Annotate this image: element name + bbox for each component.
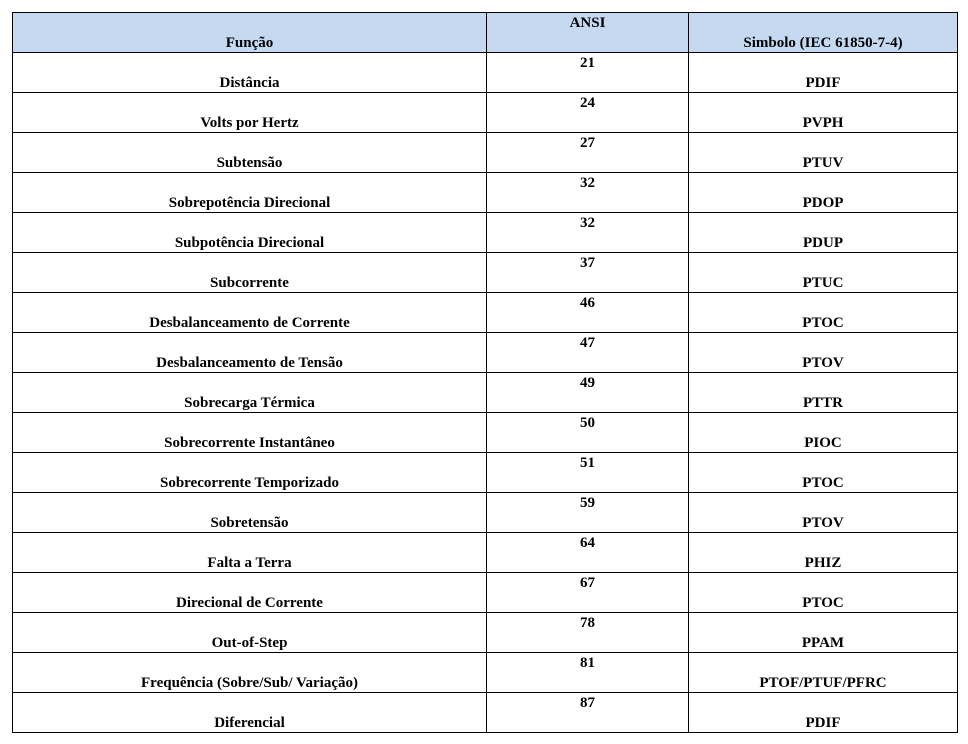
table-row (13, 653, 958, 693)
cell-simbolo (689, 453, 958, 493)
cell-funcao-text: Subtensão (216, 155, 283, 171)
cell-funcao (13, 533, 487, 573)
cell-ansi-text: 67 (580, 575, 595, 591)
table-row (13, 533, 958, 573)
header-ansi (487, 13, 689, 53)
cell-simbolo-text: PTOC (802, 475, 844, 491)
cell-ansi (487, 253, 689, 293)
cell-funcao (13, 93, 487, 133)
cell-simbolo (689, 133, 958, 173)
cell-funcao (13, 333, 487, 373)
header-funcao-label: Função (225, 35, 274, 51)
cell-simbolo (689, 533, 958, 573)
table-body (13, 53, 958, 733)
cell-ansi (487, 653, 689, 693)
cell-ansi (487, 293, 689, 333)
table-row (13, 93, 958, 133)
cell-simbolo-text: PDUP (803, 235, 843, 251)
cell-ansi-text: 21 (580, 55, 595, 71)
cell-funcao (13, 173, 487, 213)
cell-ansi-text: 87 (580, 695, 595, 711)
cell-funcao-text: Distância (219, 75, 280, 91)
cell-funcao (13, 693, 487, 733)
cell-simbolo (689, 413, 958, 453)
cell-funcao-text: Falta a Terra (207, 555, 292, 571)
cell-ansi (487, 413, 689, 453)
cell-ansi (487, 213, 689, 253)
cell-simbolo-text: PPAM (801, 635, 845, 651)
table-row (13, 213, 958, 253)
cell-funcao (13, 293, 487, 333)
cell-simbolo-text: PIOC (804, 435, 842, 451)
protection-functions-table-wrapper (12, 12, 957, 733)
cell-simbolo-text: PTOC (802, 595, 844, 611)
cell-funcao-text: Direcional de Corrente (176, 595, 323, 611)
table-row (13, 413, 958, 453)
table-row (13, 493, 958, 533)
cell-funcao (13, 133, 487, 173)
cell-simbolo (689, 573, 958, 613)
cell-simbolo-text: PDIF (805, 715, 841, 731)
table-row (13, 293, 958, 333)
table-row (13, 173, 958, 213)
cell-ansi (487, 453, 689, 493)
cell-funcao-text: Sobrecarga Térmica (184, 395, 315, 411)
cell-ansi-text: 27 (580, 135, 595, 151)
cell-simbolo (689, 693, 958, 733)
cell-funcao (13, 253, 487, 293)
cell-ansi-text: 37 (580, 255, 595, 271)
cell-funcao (13, 613, 487, 653)
cell-simbolo-text: PVPH (802, 115, 844, 131)
table-row (13, 453, 958, 493)
cell-simbolo-text: PTTR (802, 395, 843, 411)
cell-funcao-text: Desbalanceamento de Corrente (149, 315, 350, 331)
cell-ansi (487, 53, 689, 93)
cell-funcao-text: Frequência (Sobre/Sub/ Variação) (141, 675, 358, 691)
cell-ansi (487, 613, 689, 653)
cell-ansi-text: 24 (580, 95, 595, 111)
cell-ansi-text: 32 (580, 175, 595, 191)
table-row (13, 53, 958, 93)
cell-funcao-text: Diferencial (214, 715, 285, 731)
cell-simbolo (689, 253, 958, 293)
cell-ansi-text: 51 (580, 455, 595, 471)
cell-funcao-text: Volts por Hertz (200, 115, 299, 131)
cell-funcao (13, 53, 487, 93)
cell-simbolo (689, 293, 958, 333)
cell-simbolo-text: PTOC (802, 315, 844, 331)
cell-simbolo-text: PTUV (802, 155, 844, 171)
table-row (13, 613, 958, 653)
header-simbolo-label: Simbolo (IEC 61850-7-4) (743, 35, 903, 51)
cell-simbolo-text: PTOV (802, 355, 844, 371)
cell-ansi-text: 32 (580, 215, 595, 231)
cell-funcao (13, 373, 487, 413)
cell-ansi-text: 50 (580, 415, 595, 431)
cell-simbolo (689, 93, 958, 133)
header-row (13, 13, 958, 53)
table-row (13, 373, 958, 413)
cell-funcao-text: Sobrepotência Direcional (168, 195, 331, 211)
cell-ansi (487, 93, 689, 133)
cell-ansi-text: 81 (580, 655, 595, 671)
header-simbolo (689, 13, 958, 53)
cell-funcao-text: Out-of-Step (211, 635, 288, 651)
cell-simbolo-text: PTOF/PTUF/PFRC (759, 675, 887, 691)
cell-simbolo-text: PTOV (802, 515, 844, 531)
cell-simbolo (689, 333, 958, 373)
cell-funcao (13, 573, 487, 613)
cell-simbolo (689, 373, 958, 413)
header-ansi-label: ANSI (569, 15, 606, 31)
cell-funcao (13, 493, 487, 533)
cell-simbolo (689, 653, 958, 693)
cell-simbolo-text: PDOP (802, 195, 844, 211)
table-row (13, 573, 958, 613)
cell-ansi (487, 493, 689, 533)
cell-funcao (13, 213, 487, 253)
cell-simbolo (689, 613, 958, 653)
cell-ansi (487, 693, 689, 733)
cell-ansi (487, 333, 689, 373)
protection-functions-table (12, 12, 958, 733)
table-row (13, 333, 958, 373)
cell-funcao (13, 413, 487, 453)
cell-funcao-text: Sobretensão (210, 515, 289, 531)
cell-ansi (487, 533, 689, 573)
cell-simbolo-text: PTUC (802, 275, 844, 291)
cell-funcao-text: Subcorrente (210, 275, 289, 291)
cell-simbolo-text: PDIF (805, 75, 841, 91)
cell-funcao-text: Desbalanceamento de Tensão (156, 355, 343, 371)
cell-ansi (487, 573, 689, 613)
cell-simbolo-text: PHIZ (804, 555, 842, 571)
cell-ansi (487, 373, 689, 413)
cell-simbolo (689, 53, 958, 93)
cell-simbolo (689, 493, 958, 533)
header-funcao (13, 13, 487, 53)
cell-ansi-text: 64 (580, 535, 595, 551)
cell-ansi-text: 78 (580, 615, 595, 631)
cell-simbolo (689, 213, 958, 253)
table-row (13, 133, 958, 173)
cell-funcao-text: Sobrecorrente Instantâneo (164, 435, 335, 451)
cell-ansi-text: 47 (580, 335, 595, 351)
cell-ansi (487, 133, 689, 173)
cell-ansi-text: 59 (580, 495, 595, 511)
cell-ansi (487, 173, 689, 213)
cell-funcao-text: Subpotência Direcional (174, 235, 325, 251)
table-row (13, 693, 958, 733)
cell-funcao (13, 453, 487, 493)
cell-ansi-text: 49 (580, 375, 595, 391)
cell-ansi-text: 46 (580, 295, 595, 311)
cell-simbolo (689, 173, 958, 213)
cell-funcao (13, 653, 487, 693)
cell-funcao-text: Sobrecorrente Temporizado (159, 475, 339, 491)
table-row (13, 253, 958, 293)
